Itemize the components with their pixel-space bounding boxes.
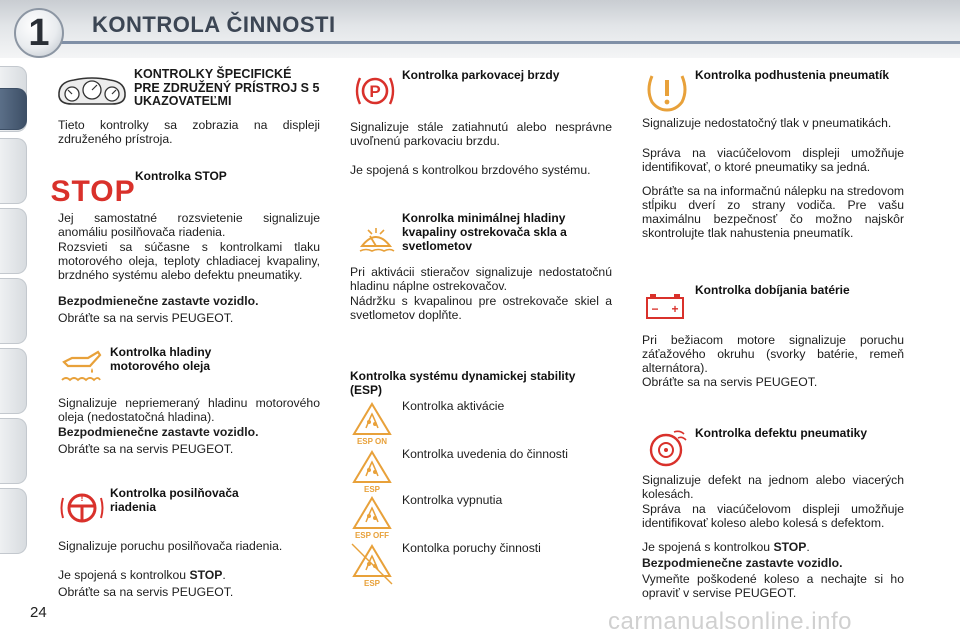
page-title: KONTROLA ČINNOSTI xyxy=(92,12,336,37)
battery-minus: − xyxy=(651,302,659,316)
parking-title: Kontrolka parkovacej brzdy xyxy=(402,68,560,82)
power-steering-icon xyxy=(60,488,104,528)
watermark: carmanualsonline.info xyxy=(608,608,852,635)
intro-text: Tieto kontrolky sa zobrazia na displeji združeného prístroja. xyxy=(58,118,320,146)
tyre-pressure-text-2: Správa na viacúčelovom displeji umožňuje identifikovať, o ktoré pneumatiky sa jedná. xyxy=(642,146,904,174)
chapter-tab[interactable] xyxy=(0,418,27,484)
esp-item-2-label: Kontrolka uvedenia do činnosti xyxy=(402,447,568,461)
tyre-defect-text-1: Signalizuje defekt na jednom alebo viacerých kolesách. xyxy=(642,473,904,501)
stop-text-4: Obráťte sa na servis PEUGEOT. xyxy=(58,311,234,325)
esp-on-icon xyxy=(350,400,394,446)
washer-fluid-icon xyxy=(356,222,396,254)
tyre-defect-text-3: Je spojená s kontrolkou STOP. xyxy=(642,540,810,554)
oil-level-icon xyxy=(60,346,102,386)
esp-fault-icon-text: ESP xyxy=(363,579,381,588)
washer-text-1: Pri aktivácii stieračov signalizuje nedostatočnú hladinu náplne ostrekovačov. xyxy=(350,265,612,293)
steering-text-3: Obráťte sa na servis PEUGEOT. xyxy=(58,585,234,599)
oil-text-2: Bezpodmienečne zastavte vozidlo. xyxy=(58,425,259,439)
battery-plus: + xyxy=(671,302,679,316)
parking-text-1: Signalizuje stále zatiahnutú alebo nesprávne uvoľnenú parkovaciu brzdu. xyxy=(350,120,612,148)
parking-text-2: Je spojená s kontrolkou brzdového systému. xyxy=(350,163,591,177)
tyre-defect-text-2: Správa na viacúčelovom displeji umožňuje identifikovať koleso alebo kolesá s defektom. xyxy=(642,502,904,530)
esp-item-3-label: Kontrolka vypnutia xyxy=(402,493,503,507)
tyre-defect-title: Kontrolka defektu pneumatiky xyxy=(695,426,868,440)
esp-fault-icon xyxy=(350,542,394,588)
svg-text:!: ! xyxy=(80,493,84,503)
stop-text-3: Bezpodmienečne zastavte vozidlo. xyxy=(58,294,259,308)
esp-off-icon-text: ESP OFF xyxy=(354,531,390,540)
tyre-defect-text-4: Bezpodmienečne zastavte vozidlo. xyxy=(642,556,843,570)
steering-title: Kontrolka posilňovača riadenia xyxy=(110,486,239,514)
stop-warning-icon xyxy=(50,172,136,208)
chapter-tab[interactable] xyxy=(0,488,27,554)
page-number: 24 xyxy=(30,604,47,621)
chapter-tab-active[interactable] xyxy=(0,88,27,130)
header-divider xyxy=(60,41,960,44)
oil-title: Kontrolka hladiny motorového oleja xyxy=(110,345,212,373)
battery-text-1: Pri bežiacom motore signalizuje poruchu záťažového okruhu (svorky batérie, remeň alternátora). xyxy=(642,333,904,375)
parking-brake-letter: P xyxy=(369,82,381,101)
tyre-pressure-icon xyxy=(644,70,690,112)
battery-title: Kontrolka dobíjania batérie xyxy=(695,283,850,297)
parking-brake-icon xyxy=(354,72,396,110)
chapter-tab[interactable] xyxy=(0,348,27,414)
chapter-tab[interactable] xyxy=(0,278,27,344)
stop-icon-text: STOP xyxy=(50,175,136,208)
stop-text-1: Jej samostatné rozsvietenie signalizuje anomáliu posilňovača riadenia. xyxy=(58,211,320,239)
section-title-specific: KONTROLKY ŠPECIFICKÉ PRE ZDRUŽENÝ PRÍSTROJ S 5 UKAZOVATEĽMI xyxy=(134,67,320,108)
tyre-defect-icon xyxy=(644,428,688,470)
chapter-tab[interactable] xyxy=(0,208,27,274)
oil-text-1: Signalizuje nepriemeraný hladinu motorového oleja (nedostatočná hladina). xyxy=(58,396,320,424)
steering-text-2: Je spojená s kontrolkou STOP. xyxy=(58,568,226,582)
steering-text-1: Signalizuje poruchu posilňovača riadenia. xyxy=(58,539,283,553)
tyre-defect-text-5: Vymeňte poškodené koleso a nechajte si ho opraviť v servise PEUGEOT. xyxy=(642,572,904,600)
battery-charge-icon xyxy=(644,290,686,322)
chapter-tab[interactable] xyxy=(0,138,27,204)
esp-active-icon xyxy=(350,448,394,494)
tyre-pressure-text-1: Signalizuje nedostatočný tlak v pneumatikách. xyxy=(642,116,892,130)
oil-text-3: Obráťte sa na servis PEUGEOT. xyxy=(58,442,234,456)
tyre-pressure-text-3: Obráťte sa na informačnú nálepku na stredovom stĺpiku dverí zo strany vodiča. Pre vašu maximálnu bezpečnosť čo možno najskôr skontrolujte tlak nahustenia pneumatík. xyxy=(642,184,905,240)
stop-title: Kontrolka STOP xyxy=(135,169,227,183)
instrument-cluster-icon xyxy=(56,74,128,108)
chapter-number-badge: 1 xyxy=(14,8,64,58)
battery-text-2: Obráťte sa na servis PEUGEOT. xyxy=(642,375,818,389)
stop-text-2: Rozsvieti sa súčasne s kontrolkami tlaku motorového oleja, teploty chladiacej kvapaliny, brzdného systému alebo defektu pneumatiky. xyxy=(58,240,320,282)
esp-title: Kontrolka systému dynamickej stability (ESP) xyxy=(350,369,576,397)
esp-off-icon xyxy=(350,494,394,540)
esp-active-icon-text: ESP xyxy=(363,485,381,494)
washer-title: Konrolka minimálnej hladiny kvapaliny ostrekovača skla a svetlometov xyxy=(402,211,567,253)
washer-text-2: Nádržku s kvapalinou pre ostrekovače skiel a svetlometov doplňte. xyxy=(350,294,612,322)
esp-on-icon-text: ESP ON xyxy=(356,437,388,446)
tyre-pressure-title: Kontrolka podhustenia pneumatík xyxy=(695,68,890,82)
esp-item-1-label: Kontrolka aktivácie xyxy=(402,399,505,413)
esp-item-4-label: Kontolka poruchy činnosti xyxy=(402,541,541,555)
